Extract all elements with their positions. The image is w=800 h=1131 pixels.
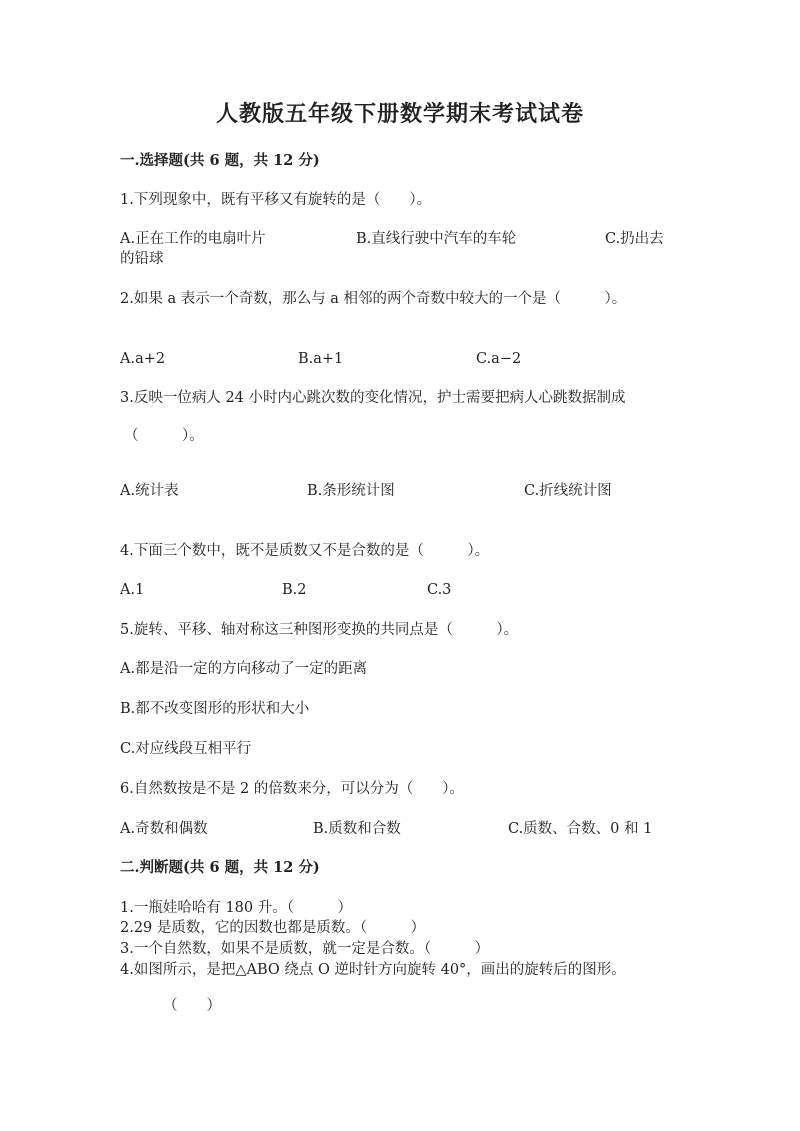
question-2-option-a: A.a+2 [120,351,166,367]
question-6-option-c: C.质数、合数、0 和 1 [508,821,653,837]
question-1-option-a: A.正在工作的电扇叶片 [120,231,266,247]
question-5-stem: 5.旋转、平移、轴对称这三种图形变换的共同点是（ ）。 [120,622,519,638]
judge-item-1: 1.一瓶娃哈哈有 180 升。（ ） [120,900,352,916]
question-5-option-a: A.都是沿一定的方向移动了一定的距离 [120,661,368,677]
question-3-option-c: C.折线统计图 [524,483,612,499]
question-5-option-b: B.都不改变图形的形状和大小 [120,701,310,717]
question-1-option-c-wrap: 的铅球 [120,251,164,267]
question-1-option-b: B.直线行驶中汽车的车轮 [356,231,517,247]
judge-item-4: 4.如图所示，是把△ABO 绕点 O 逆时针方向旋转 40°，画出的旋转后的图形。 [120,962,626,978]
judge-item-2: 2.29 是质数，它的因数也都是质数。（ ） [120,920,426,936]
question-3-option-a: A.统计表 [120,483,179,499]
question-1-option-c: C.扔出去 [605,231,664,247]
page-title: 人教版五年级下册数学期末考试试卷 [215,101,584,127]
question-4-stem: 4.下面三个数中，既不是质数又不是合数的是（ ）。 [120,543,490,559]
question-2-option-c: C.a−2 [476,351,522,367]
question-3-stem: 3.反映一位病人 24 小时内心跳次数的变化情况，护士需要把病人心跳数据制成 [120,390,626,406]
judge-item-3: 3.一个自然数，如果不是质数，就一定是合数。（ ） [120,941,490,957]
question-3-option-b: B.条形统计图 [307,483,395,499]
question-5-option-c: C.对应线段互相平行 [120,741,252,757]
section-2-heading: 二.判断题(共 6 题，共 12 分) [120,859,320,876]
question-4-option-c: C.3 [427,582,452,598]
question-6-option-b: B.质数和合数 [313,821,401,837]
question-6-stem: 6.自然数按是不是 2 的倍数来分，可以分为（ ）。 [120,781,465,797]
question-2-stem: 2.如果 a 表示一个奇数，那么与 a 相邻的两个奇数中较大的一个是（ ）。 [120,291,627,307]
judge-item-4-bracket: （ ） [163,998,221,1014]
question-4-option-b: B.2 [282,582,307,598]
question-3-stem-bracket: （ ）。 [124,428,204,444]
question-1-stem: 1.下列现象中，既有平移又有旋转的是（ ）。 [120,192,432,208]
section-1-heading: 一.选择题(共 6 题，共 12 分) [120,152,320,169]
question-2-option-b: B.a+1 [298,351,344,367]
question-6-option-a: A.奇数和偶数 [120,821,208,837]
question-4-option-a: A.1 [120,582,145,598]
